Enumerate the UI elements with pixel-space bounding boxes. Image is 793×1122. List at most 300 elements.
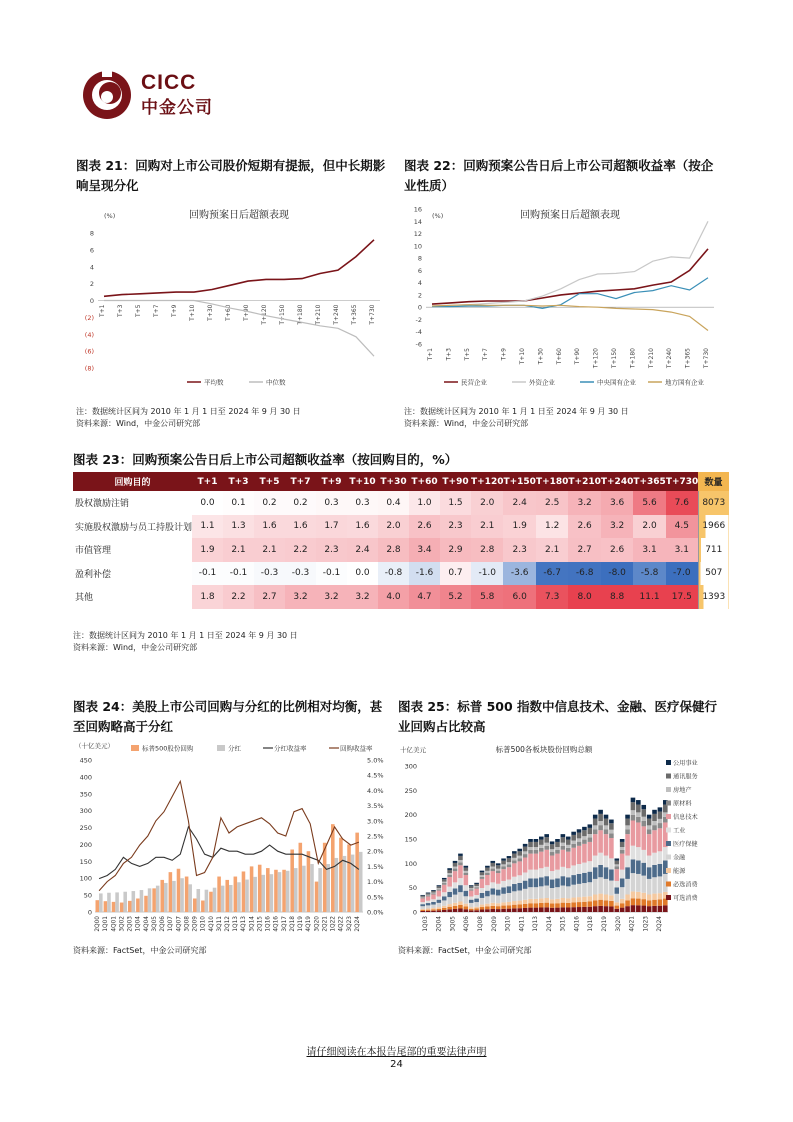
bar-segment-必选消费 — [501, 906, 506, 909]
bar-segment-可选消费 — [507, 909, 512, 912]
legend-label: 分红收益率 — [274, 744, 307, 753]
heatmap-cell: -7.0 — [666, 562, 698, 586]
fig22-chart — [404, 200, 724, 395]
bar-segment-可选消费 — [539, 907, 544, 912]
heatmap-cell: 2.3 — [440, 515, 471, 539]
bar-buyback — [290, 850, 294, 912]
bar-segment-房地产 — [512, 858, 517, 860]
legend-label: 回购收益率 — [340, 744, 373, 753]
bar-segment-金融 — [474, 902, 479, 907]
bar-segment-公用事业 — [609, 820, 614, 824]
bar-segment-必选消费 — [437, 909, 442, 911]
series-line-平均数 — [104, 240, 374, 296]
bar-segment-信息技术 — [550, 856, 555, 872]
heatmap-row-label: 股权激励注销 — [75, 499, 130, 510]
x-tick-label: T+365 — [684, 348, 692, 369]
x-tick-label: T+150 — [279, 304, 286, 325]
y2-tick-label: 0.0% — [367, 908, 384, 917]
x-tick-label: 1Q13 — [233, 916, 240, 932]
bar-segment-医疗保健 — [431, 902, 436, 905]
bar-segment-能源 — [480, 905, 485, 907]
legend-label: 外资企业 — [529, 378, 555, 387]
y2-tick-label: 1.5% — [367, 862, 384, 871]
bar-segment-公用事业 — [480, 871, 485, 873]
bar-segment-可选消费 — [588, 907, 593, 912]
bar-segment-信息技术 — [598, 830, 603, 852]
bar-segment-通讯服务 — [604, 819, 609, 826]
bar-dividend — [197, 889, 201, 912]
bar-segment-可选消费 — [652, 906, 657, 912]
bar-segment-金融 — [447, 897, 452, 904]
y-tick-label: 10 — [413, 242, 422, 251]
y-tick-label: 200 — [79, 840, 92, 849]
bar-dividend — [115, 892, 119, 912]
bar-segment-必选消费 — [582, 902, 587, 907]
y-tick-label: 6 — [89, 246, 94, 255]
heatmap-cell: 1.6 — [285, 515, 316, 539]
bar-segment-通讯服务 — [458, 856, 463, 860]
legend-label: 工业 — [673, 827, 686, 835]
bar-dividend — [123, 892, 127, 912]
bar-segment-可选消费 — [512, 908, 517, 912]
bar-segment-可选消费 — [636, 905, 641, 912]
bar-segment-金融 — [555, 887, 560, 899]
bar-segment-金融 — [625, 879, 630, 895]
bar-segment-原材料 — [598, 825, 603, 830]
bar-segment-公用事业 — [550, 841, 555, 844]
heatmap-header-col: T+3 — [223, 472, 254, 491]
bar-segment-房地产 — [496, 869, 501, 871]
bar-segment-原材料 — [593, 829, 598, 834]
bar-segment-医疗保健 — [636, 861, 641, 874]
bar-dividend — [310, 864, 314, 912]
x-tick-label: T+730 — [369, 304, 376, 325]
heatmap-cell: 2.0 — [633, 515, 665, 539]
x-tick-label: T+7 — [482, 348, 490, 361]
fig21-title-line2: 响呈现分化 — [76, 178, 139, 193]
bar-segment-金融 — [571, 885, 576, 898]
bar-segment-必选消费 — [625, 900, 630, 906]
logo-text-cn: 中金公司 — [141, 98, 213, 118]
y2-tick-label: 0.5% — [367, 893, 384, 902]
heatmap-cell: -1.6 — [409, 562, 440, 586]
bar-segment-公用事业 — [464, 866, 469, 868]
bar-segment-能源 — [464, 904, 469, 907]
heatmap-cell: -0.1 — [192, 562, 223, 586]
x-tick-label: 4Q07 — [176, 916, 183, 932]
bar-segment-公用事业 — [517, 849, 522, 852]
heatmap-cell: 1.6 — [254, 515, 285, 539]
bar-segment-金融 — [582, 883, 587, 897]
bar-segment-工业 — [647, 856, 652, 868]
fig25-title — [398, 697, 728, 737]
bar-dividend — [213, 888, 217, 912]
bar-segment-原材料 — [523, 854, 528, 857]
bar-segment-公用事业 — [588, 824, 593, 828]
bar-segment-信息技术 — [544, 850, 549, 867]
x-tick-label: T+60 — [555, 348, 563, 365]
bar-segment-工业 — [469, 896, 474, 899]
bar-segment-信息技术 — [652, 830, 657, 852]
bar-segment-通讯服务 — [420, 896, 425, 897]
bar-segment-原材料 — [447, 875, 452, 877]
bar-segment-公用事业 — [485, 866, 490, 868]
bar-segment-工业 — [474, 895, 479, 899]
bar-segment-公用事业 — [582, 827, 587, 830]
bar-segment-金融 — [501, 894, 506, 903]
bar-segment-公用事业 — [474, 883, 479, 884]
y-tick-label: 8 — [89, 229, 94, 238]
bar-segment-医疗保健 — [571, 875, 576, 885]
bar-dividend — [221, 886, 225, 912]
bar-segment-能源 — [517, 901, 522, 905]
bar-segment-房地产 — [523, 851, 528, 854]
fig23-title: 图表 23：回购预案公告日后上市公司超额收益率（按回购目的，%） — [73, 452, 458, 467]
bar-segment-医疗保健 — [453, 888, 458, 894]
heatmap-cell: 2.2 — [285, 538, 316, 562]
legend-swatch — [666, 814, 671, 819]
heatmap-cell: 1.0 — [409, 491, 440, 515]
heatmap-cell: 2.6 — [568, 515, 600, 539]
x-tick-label: 2Q19 — [602, 916, 608, 932]
bar-segment-必选消费 — [507, 905, 512, 908]
bar-segment-工业 — [566, 868, 571, 877]
bar-segment-通讯服务 — [620, 842, 625, 847]
bar-segment-通讯服务 — [577, 833, 582, 839]
bar-buyback — [177, 869, 181, 912]
series-line-地方国有企业 — [432, 305, 708, 331]
bar-segment-工业 — [625, 856, 630, 868]
bar-segment-信息技术 — [507, 867, 512, 879]
fig22-note: 注：数据统计区间为 2010 年 1 月 1 日至 2024 年 9 月 30 日 — [404, 407, 629, 416]
bar-segment-房地产 — [636, 812, 641, 816]
x-tick-label: 2Q24 — [657, 916, 664, 932]
bar-segment-公用事业 — [658, 807, 663, 811]
bar-segment-能源 — [598, 894, 603, 900]
heatmap-count-cell: 507 — [698, 562, 729, 586]
bar-segment-可选消费 — [614, 909, 619, 912]
bar-segment-房地产 — [474, 886, 479, 887]
bar-segment-房地产 — [539, 845, 544, 848]
fig23-source: 资料来源：Wind，中金公司研究部 — [73, 643, 198, 652]
legend-swatch — [666, 801, 671, 806]
x-tick-label: 1Q01 — [103, 916, 110, 932]
bar-segment-医疗保健 — [658, 864, 663, 877]
bar-segment-公用事业 — [571, 832, 576, 835]
x-tick-label: 3Q02 — [119, 916, 126, 932]
bar-segment-原材料 — [496, 871, 501, 873]
bar-segment-工业 — [426, 901, 431, 903]
bar-segment-医疗保健 — [507, 886, 512, 893]
bar-segment-可选消费 — [566, 907, 571, 912]
bar-segment-医疗保健 — [496, 890, 501, 896]
bar-segment-房地产 — [593, 825, 598, 829]
bar-segment-必选消费 — [604, 900, 609, 906]
bar-segment-金融 — [528, 887, 533, 899]
bar-dividend — [245, 880, 249, 912]
bar-segment-房地产 — [625, 825, 630, 829]
x-tick-label: 4Q16 — [574, 916, 581, 932]
y2-tick-label: 5.0% — [367, 756, 384, 765]
bar-segment-可选消费 — [550, 908, 555, 912]
bar-segment-能源 — [550, 899, 555, 903]
bar-segment-必选消费 — [555, 903, 560, 907]
bar-segment-房地产 — [652, 821, 657, 825]
heatmap-cell: 2.1 — [223, 538, 254, 562]
heatmap-cell: 17.5 — [666, 585, 698, 609]
heatmap-cell: 0.3 — [316, 491, 347, 515]
heatmap-cell: -0.1 — [316, 562, 347, 586]
x-tick-label: 4Q10 — [208, 916, 215, 932]
bar-segment-房地产 — [534, 847, 539, 850]
heatmap-header-row — [73, 472, 729, 491]
y-tick-label: (4) — [84, 330, 94, 339]
bar-segment-房地产 — [426, 895, 431, 896]
bar-dividend — [359, 852, 363, 912]
bar-segment-可选消费 — [464, 909, 469, 912]
legend-label: 金融 — [673, 854, 686, 862]
heatmap-cell: 0.4 — [378, 491, 409, 515]
bar-segment-通讯服务 — [614, 861, 619, 865]
legend-swatch — [131, 745, 139, 751]
bar-segment-原材料 — [588, 838, 593, 842]
bar-segment-能源 — [469, 907, 474, 909]
bar-segment-通讯服务 — [561, 837, 566, 842]
bar-segment-房地产 — [588, 834, 593, 838]
bar-buyback — [315, 882, 319, 912]
bar-segment-能源 — [647, 894, 652, 900]
bar-segment-必选消费 — [550, 904, 555, 908]
heatmap-row — [73, 538, 729, 562]
heatmap-cell: 2.8 — [378, 538, 409, 562]
heatmap-header-col: T+5 — [254, 472, 285, 491]
bar-segment-通讯服务 — [658, 812, 663, 819]
bar-segment-金融 — [636, 874, 641, 892]
bar-segment-可选消费 — [442, 910, 447, 912]
bar-segment-工业 — [614, 881, 619, 887]
bar-segment-通讯服务 — [480, 872, 485, 875]
bar-segment-医疗保健 — [614, 887, 619, 893]
heatmap-cell: 0.0 — [192, 491, 223, 515]
x-tick-label: 3Q14 — [249, 916, 256, 932]
bar-segment-金融 — [469, 903, 474, 907]
legend-label: 公用事业 — [673, 760, 698, 767]
fig24-title — [73, 697, 393, 737]
fig21-source: 资料来源：Wind，中金公司研究部 — [76, 419, 201, 428]
x-tick-label: 2Q09 — [192, 916, 199, 932]
bar-buyback — [120, 903, 124, 912]
x-tick-label: 2Q09 — [491, 916, 498, 932]
bar-segment-信息技术 — [647, 834, 652, 855]
bar-segment-金融 — [480, 898, 485, 905]
bar-segment-通讯服务 — [598, 814, 603, 821]
heatmap-cell: 3.2 — [601, 515, 633, 539]
bar-segment-信息技术 — [528, 854, 533, 870]
bar-segment-原材料 — [555, 850, 560, 854]
heatmap-cell: -6.7 — [536, 562, 568, 586]
bar-segment-公用事业 — [507, 856, 512, 858]
heatmap-count-cell: 711 — [698, 538, 729, 562]
heatmap-header-col: T+9 — [316, 472, 347, 491]
bar-segment-公用事业 — [625, 815, 630, 819]
fig25-source: 资料来源：FactSet，中金公司研究部 — [398, 946, 532, 955]
bar-segment-金融 — [609, 881, 614, 896]
heatmap-cell: 1.5 — [440, 491, 471, 515]
bar-segment-原材料 — [620, 850, 625, 854]
heatmap-cell: 1.8 — [192, 585, 223, 609]
bar-dividend — [326, 864, 330, 912]
bar-segment-公用事业 — [426, 893, 431, 894]
heatmap-cell: 1.9 — [192, 538, 223, 562]
bar-buyback — [144, 896, 148, 912]
bar-segment-能源 — [658, 893, 663, 899]
footer-disclaimer[interactable]: 请仔细阅读在本报告尾部的重要法律声明 — [306, 1047, 487, 1058]
bar-segment-通讯服务 — [464, 868, 469, 871]
bar-segment-通讯服务 — [469, 886, 474, 888]
x-tick-label: 3Q05 — [450, 916, 457, 932]
bar-segment-工业 — [658, 851, 663, 864]
bar-segment-可选消费 — [571, 907, 576, 912]
bar-segment-必选消费 — [620, 903, 625, 907]
bar-segment-信息技术 — [496, 873, 501, 884]
bar-segment-通讯服务 — [539, 840, 544, 845]
legend-label: 中央国有企业 — [597, 378, 636, 387]
x-tick-label: 4Q11 — [519, 916, 526, 932]
bar-buyback — [299, 843, 303, 912]
heatmap-cell: 2.7 — [568, 538, 600, 562]
bar-dividend — [99, 893, 103, 912]
bar-segment-信息技术 — [458, 865, 463, 878]
bar-segment-工业 — [512, 877, 517, 884]
y-tick-label: 250 — [79, 824, 92, 833]
bar-segment-通讯服务 — [426, 893, 431, 894]
bar-segment-医疗保健 — [512, 884, 517, 891]
bar-segment-房地产 — [577, 838, 582, 841]
legend-label: 地方国有企业 — [665, 378, 704, 387]
bar-segment-必选消费 — [528, 903, 533, 907]
y-tick-label: 350 — [79, 790, 92, 799]
heatmap-cell: -8.0 — [601, 562, 633, 586]
bar-segment-工业 — [496, 884, 501, 890]
bar-segment-原材料 — [420, 898, 425, 899]
bar-segment-通讯服务 — [571, 835, 576, 841]
x-tick-label: 3Q23 — [346, 916, 353, 932]
heatmap-cell: 3.2 — [568, 491, 600, 515]
bar-buyback — [282, 870, 286, 912]
bar-segment-可选消费 — [620, 908, 625, 912]
bar-segment-医疗保健 — [480, 893, 485, 898]
bar-segment-医疗保健 — [598, 865, 603, 877]
bar-buyback — [112, 902, 116, 912]
chart-title: 回购预案日后超额表现 — [189, 210, 289, 221]
bar-segment-金融 — [512, 891, 517, 901]
bar-segment-房地产 — [453, 867, 458, 869]
bar-segment-原材料 — [658, 823, 663, 828]
bar-segment-通讯服务 — [550, 844, 555, 849]
x-tick-label: 1Q03 — [422, 916, 429, 932]
fig21-chart — [76, 200, 396, 395]
bar-segment-金融 — [490, 895, 495, 903]
bar-segment-医疗保健 — [566, 877, 571, 886]
bar-segment-医疗保健 — [604, 867, 609, 879]
bar-segment-必选消费 — [464, 906, 469, 909]
bar-segment-房地产 — [641, 817, 646, 821]
chart-title: 回购预案日后超额表现 — [520, 210, 620, 221]
heatmap-header-col: T+7 — [285, 472, 316, 491]
chart-title: 标普500各板块股份回购总额 — [495, 745, 593, 754]
y-unit-label: 十亿美元 — [400, 746, 426, 754]
bar-segment-房地产 — [604, 825, 609, 829]
legend-label: 能源 — [673, 868, 686, 875]
fig23-note: 注：数据统计区间为 2010 年 1 月 1 日至 2024 年 9 月 30 日 — [73, 631, 298, 640]
heatmap-cell: 1.9 — [503, 515, 535, 539]
x-tick-label: T+60 — [225, 304, 232, 321]
y-tick-label: 8 — [417, 254, 422, 263]
bar-segment-可选消费 — [517, 908, 522, 912]
bar-dividend — [107, 893, 111, 912]
legend-label: 信息技术 — [673, 814, 698, 821]
fig21-note: 注：数据统计区间为 2010 年 1 月 1 日至 2024 年 9 月 30 日 — [76, 407, 301, 416]
bar-buyback — [169, 872, 173, 912]
bar-buyback — [160, 880, 164, 912]
heatmap-header-col: T+90 — [440, 472, 471, 491]
bar-buyback — [136, 898, 140, 912]
fig22-title — [404, 156, 734, 196]
bar-segment-必选消费 — [534, 903, 539, 907]
fig24-chart — [73, 738, 393, 938]
bar-segment-工业 — [485, 885, 490, 891]
bar-segment-金融 — [614, 894, 619, 903]
y-tick-label: (6) — [84, 347, 94, 356]
bar-segment-工业 — [561, 867, 566, 876]
bar-segment-医疗保健 — [523, 881, 528, 889]
bar-segment-房地产 — [447, 873, 452, 875]
y-unit-label: (%) — [432, 212, 444, 220]
bar-segment-原材料 — [469, 889, 474, 890]
bar-segment-能源 — [544, 898, 549, 903]
bar-segment-房地产 — [507, 862, 512, 864]
bar-segment-工业 — [631, 846, 636, 860]
heatmap-cell: 2.7 — [254, 585, 285, 609]
bar-segment-通讯服务 — [490, 863, 495, 867]
bar-dividend — [294, 868, 298, 912]
heatmap-cell: 2.6 — [601, 538, 633, 562]
bar-segment-可选消费 — [523, 908, 528, 912]
bar-segment-信息技术 — [431, 894, 436, 899]
bar-segment-可选消费 — [458, 908, 463, 912]
bar-segment-公用事业 — [437, 885, 442, 886]
heatmap-cell: 2.0 — [378, 515, 409, 539]
bar-segment-信息技术 — [625, 834, 630, 855]
bar-segment-能源 — [593, 894, 598, 900]
bar-segment-通讯服务 — [641, 809, 646, 816]
y-tick-label: -4 — [415, 328, 422, 337]
bar-segment-必选消费 — [636, 899, 641, 906]
x-tick-label: 3Q17 — [281, 916, 288, 932]
bar-segment-必选消费 — [426, 910, 431, 911]
heatmap-cell: 8.8 — [601, 585, 633, 609]
bar-segment-原材料 — [453, 869, 458, 872]
bar-segment-金融 — [437, 903, 442, 907]
bar-dividend — [253, 877, 257, 912]
bar-segment-房地产 — [420, 897, 425, 898]
bar-segment-公用事业 — [431, 890, 436, 891]
legend-swatch — [666, 787, 671, 792]
legend-swatch — [666, 895, 671, 900]
y2-tick-label: 2.5% — [367, 832, 384, 841]
bar-segment-金融 — [523, 889, 528, 900]
x-tick-label: 4Q06 — [464, 916, 471, 932]
